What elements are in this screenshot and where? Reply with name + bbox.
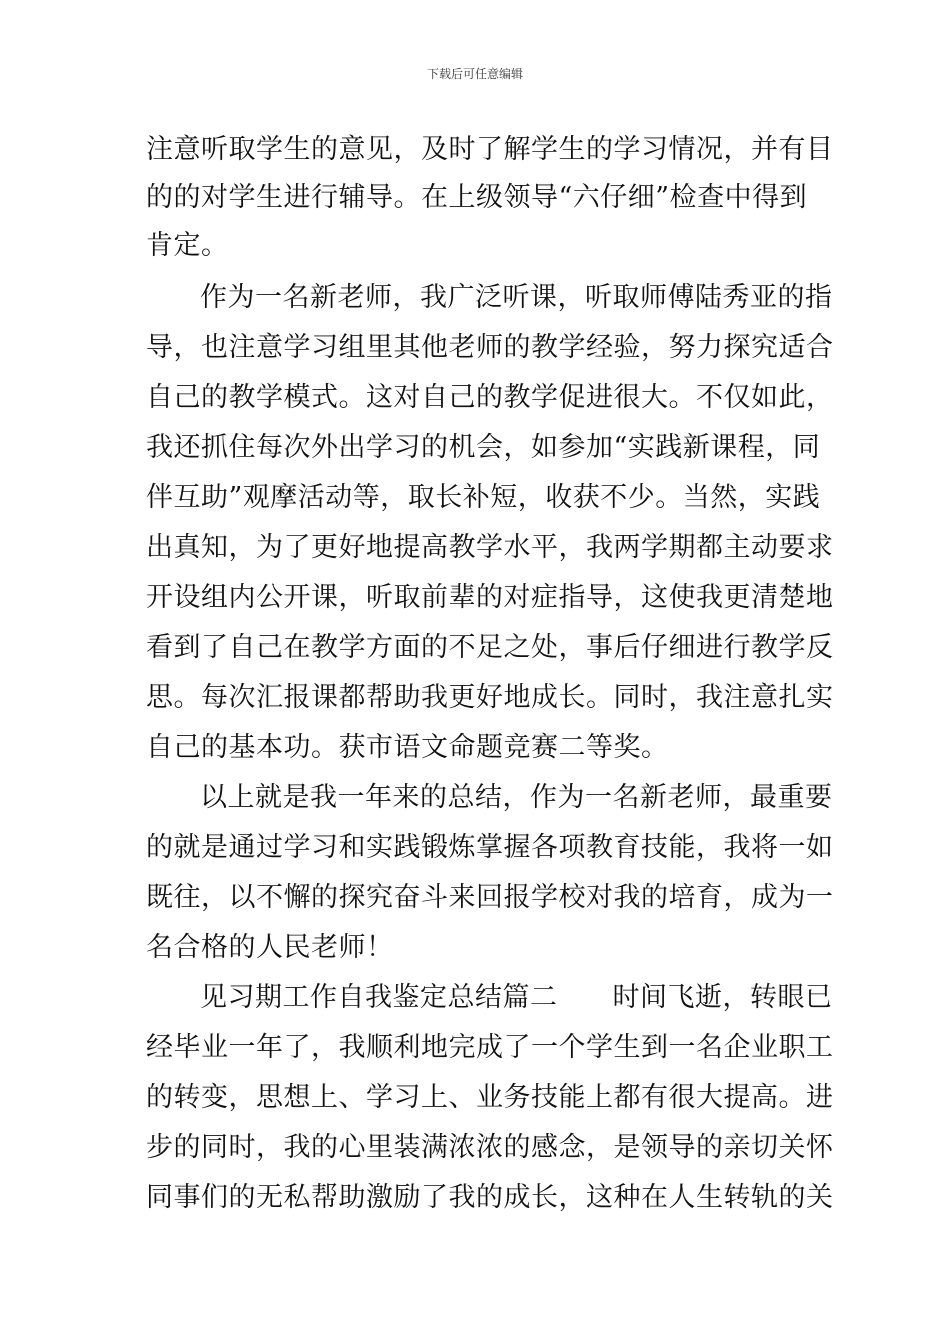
text-line: 名合格的人民老师！ — [146, 932, 394, 963]
text-line: 同事们的无私帮助激励了我的成长，这种在人生转轨的关 — [146, 1182, 834, 1213]
text-line: 开设组内公开课，听取前辈的对症指导，这使我更清楚地 — [146, 582, 834, 613]
text-line: 步的同时，我的心里装满浓浓的感念，是领导的亲切关怀 — [146, 1132, 834, 1163]
text-line: 伴互助”观摩活动等，取长补短，收获不少。当然，实践 — [146, 482, 821, 513]
text-line: 看到了自己在教学方面的不足之处，事后仔细进行教学反 — [146, 632, 834, 663]
text-line: 经毕业一年了，我顺利地完成了一个学生到一名企业职工 — [146, 1032, 834, 1063]
text-line: 的就是通过学习和实践锻炼掌握各项教育技能，我将一如 — [146, 832, 834, 863]
text-line: 导，也注意学习组里其他老师的教学经验，努力探究适合 — [146, 332, 834, 363]
text-line: 以上就是我一年来的总结，作为一名新老师，最重要 — [200, 782, 833, 813]
text-line: 见习期工作自我鉴定总结篇二 时间飞逝，转眼已 — [200, 982, 833, 1013]
text-line: 注意听取学生的意见，及时了解学生的学习情况，并有目 — [146, 134, 834, 165]
text-line: 我还抓住每次外出学习的机会，如参加“实践新课程，同 — [146, 432, 821, 463]
text-line: 自己的教学模式。这对自己的教学促进很大。不仅如此， — [146, 382, 834, 413]
text-line: 既往，以不懈的探究奋斗来回报学校对我的培育，成为一 — [146, 882, 834, 913]
text-line: 出真知，为了更好地提高教学水平，我两学期都主动要求 — [146, 532, 834, 563]
text-line: 的的对学生进行辅导。在上级领导“六仔细”检查中得到 — [146, 182, 808, 213]
text-line: 思。每次汇报课都帮助我更好地成长。同时，我注意扎实 — [146, 682, 834, 713]
text-line: 自己的基本功。获市语文命题竞赛二等奖。 — [146, 732, 669, 763]
header-note: 下载后可任意编辑 — [426, 67, 523, 81]
text-line: 的转变，思想上、学习上、业务技能上都有很大提高。进 — [146, 1082, 834, 1113]
text-line: 作为一名新老师，我广泛听课，听取师傅陆秀亚的指 — [200, 282, 833, 313]
text-line: 肯定。 — [146, 230, 229, 261]
